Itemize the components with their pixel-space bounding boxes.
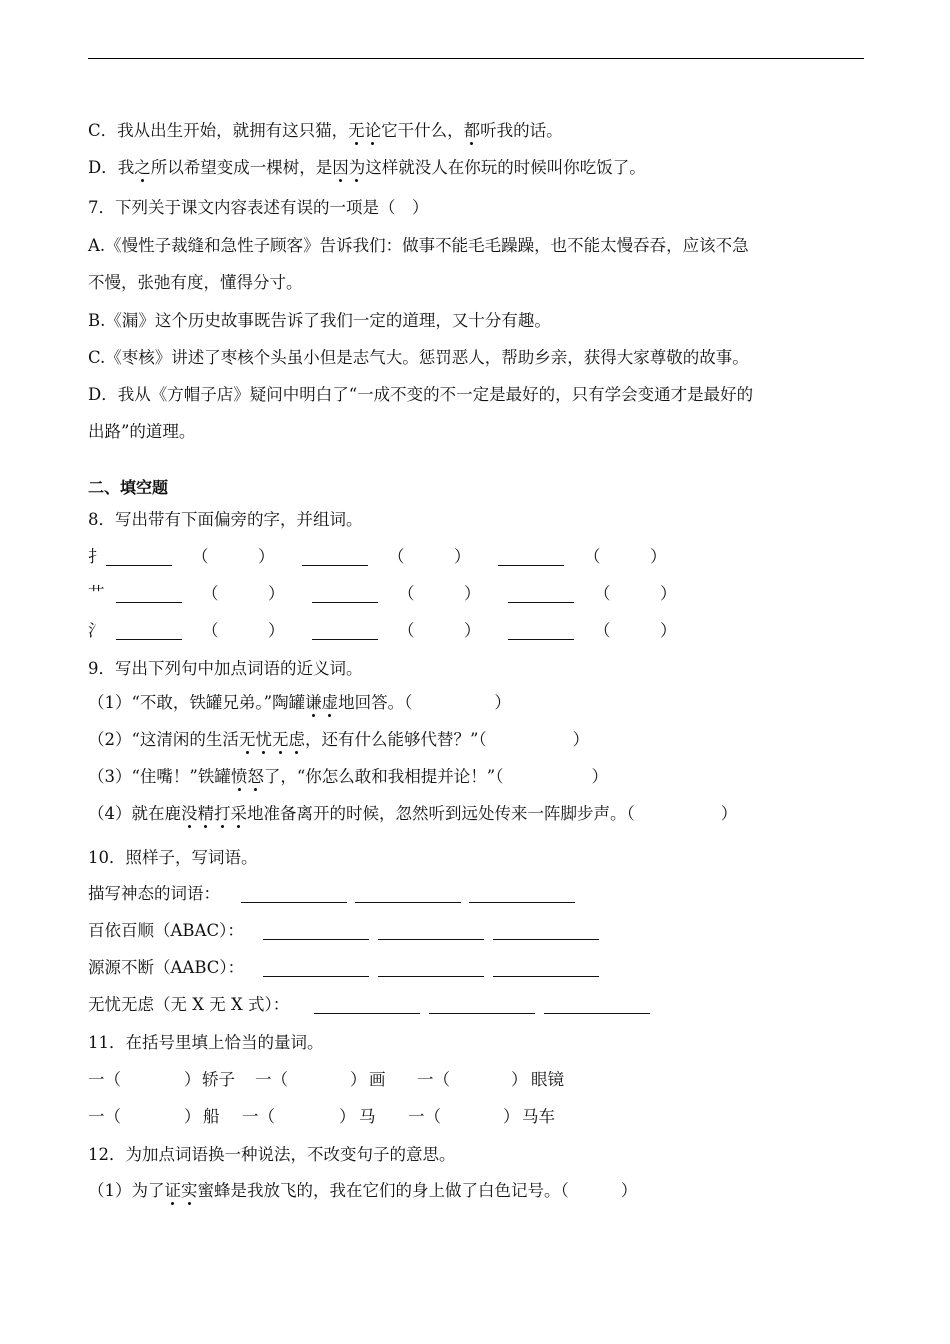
q10-row-2: 百依百顺（ABAC）： (88, 920, 864, 942)
q9-sentence-3: （3）“住嘴！”铁罐愤怒了，“你怎么敢和我相提并论！”（ ） (88, 767, 608, 786)
radical: 艹 (88, 584, 105, 603)
dotted-char: 怒 (247, 767, 264, 786)
q10-stem: 10．照样子，写词语。 (88, 848, 258, 867)
dotted-char: 因 (332, 158, 349, 177)
q8-stem: 8．写出带有下面偏旁的字，并组词。 (88, 510, 363, 529)
q6-option-d: D．我之所以希望变成一棵树，是因为这样就没人在你玩的时候叫你吃饭了。 (88, 158, 646, 177)
dotted-char: 论 (364, 121, 382, 140)
dotted-char: 打 (214, 804, 231, 823)
answer-blank[interactable] (508, 585, 574, 603)
answer-blank[interactable] (263, 959, 369, 977)
answer-blank[interactable] (106, 548, 172, 566)
dotted-char: 无 (271, 730, 289, 749)
q12-stem: 12．为加点词语换一种说法，不改变句子的意思。 (88, 1145, 456, 1164)
dotted-char: 为 (348, 158, 366, 177)
dotted-char: 愤 (230, 767, 248, 786)
dotted-char: 之 (134, 158, 151, 177)
answer-blank[interactable] (116, 585, 182, 603)
answer-blank[interactable] (544, 996, 650, 1014)
q11-stem: 11．在括号里填上恰当的量词。 (88, 1033, 324, 1052)
answer-blank[interactable] (314, 996, 420, 1014)
header-rule (88, 58, 864, 59)
q7-option-a-line1: A.《慢性子裁缝和急性子顾客》告诉我们：做事不能毛毛躁躁，也不能太慢吞吞，应该不急 (88, 236, 749, 255)
dotted-char: 都 (463, 121, 481, 140)
answer-blank[interactable] (508, 622, 574, 640)
dotted-char: 采 (230, 804, 247, 823)
q7-option-c: C.《枣核》讲述了枣核个头虽小但是志气大。惩罚恶人，帮助乡亲，获得大家尊敬的故事。 (88, 348, 749, 367)
answer-blank[interactable] (312, 622, 378, 640)
q10-row-3: 源源不断（AABC）： (88, 957, 864, 979)
dotted-char: 虚 (321, 693, 339, 712)
answer-blank[interactable] (302, 548, 368, 566)
q7-option-a-line2: 不慢，张弛有度，懂得分寸。 (88, 273, 303, 292)
answer-blank[interactable] (378, 922, 484, 940)
q7-option-d-line1: D．我从《方帽子店》疑问中明白了“一成不变的不一定是最好的，只有学会变通才是最好的 (88, 385, 754, 404)
answer-blank[interactable] (469, 885, 575, 903)
q10-row-1: 描写神态的词语： (88, 883, 864, 905)
dotted-char: 精 (197, 804, 214, 823)
answer-blank[interactable] (493, 959, 599, 977)
q7-stem: 7．下列关于课文内容表述有误的一项是（ ） (88, 198, 429, 217)
answer-blank[interactable] (355, 885, 461, 903)
section-heading: 二、填空题 (88, 478, 169, 497)
answer-blank[interactable] (493, 922, 599, 940)
q7-option-b: B.《漏》这个历史故事既告诉了我们一定的道理，又十分有趣。 (88, 311, 551, 330)
answer-blank[interactable] (241, 885, 347, 903)
dotted-char: 无 (348, 121, 365, 140)
dotted-char: 证 (164, 1181, 181, 1200)
answer-blank[interactable] (498, 548, 564, 566)
radical: 扌 (88, 547, 105, 566)
q6-option-c: C．我从出生开始，就拥有这只猫，无论它干什么，都听我的话。 (88, 121, 563, 140)
q9-sentence-1: （1）“不敢，铁罐兄弟。”陶罐谦虚地回答。（ ） (88, 693, 511, 712)
q10-row-4: 无忧无虑（无 X 无 X 式）： (88, 994, 864, 1016)
dotted-char: 忧 (255, 730, 272, 749)
q9-stem: 9．写出下列句中加点词语的近义词。 (88, 659, 363, 678)
dotted-char: 无 (238, 730, 256, 749)
dotted-char: 虑 (288, 730, 305, 749)
answer-blank[interactable] (116, 622, 182, 640)
dotted-char: 实 (181, 1181, 198, 1200)
q7-option-d-line2: 出路”的道理。 (88, 422, 196, 441)
q9-sentence-4: （4）就在鹿没精打采地准备离开的时候，忽然听到远处传来一阵脚步声。（ ） (88, 804, 738, 823)
q9-sentence-2: （2）“这清闲的生活无忧无虑，还有什么能够代替？”（ ） (88, 730, 590, 749)
answer-blank[interactable] (378, 959, 484, 977)
dotted-char: 谦 (305, 693, 322, 712)
answer-blank[interactable] (312, 585, 378, 603)
radical: 氵 (88, 621, 105, 640)
answer-blank[interactable] (429, 996, 535, 1014)
dotted-char: 没 (181, 804, 198, 823)
q12-sentence-1: （1）为了证实蜜蜂是我放飞的，我在它们的身上做了白色记号。（ ） (88, 1181, 638, 1200)
answer-blank[interactable] (263, 922, 369, 940)
